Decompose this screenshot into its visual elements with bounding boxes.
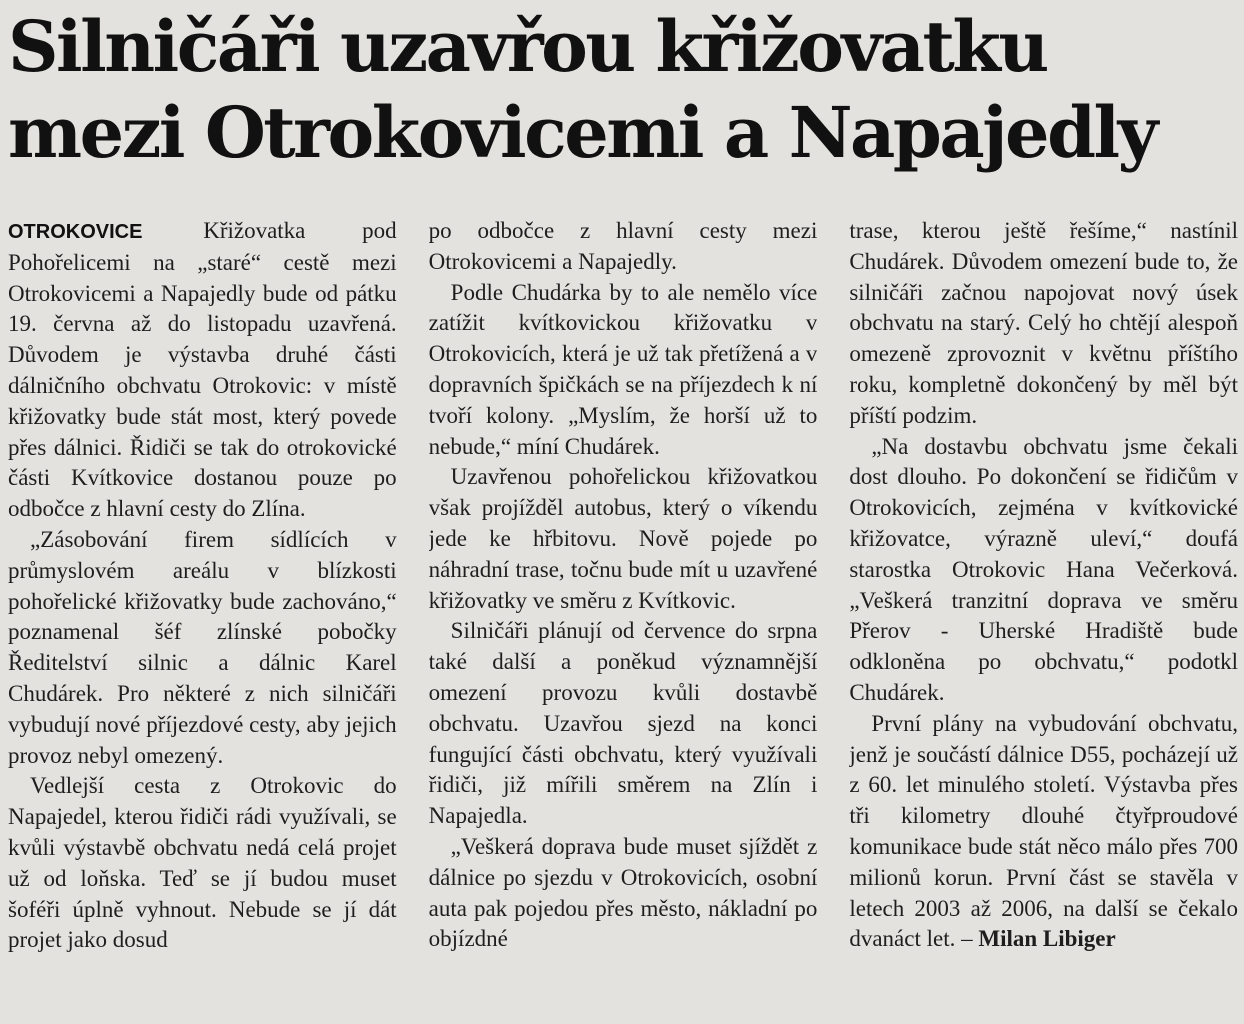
paragraph: Podle Chudárka by to ale nemělo více zatížit kvítkovickou křižovatku v Otrokovicích, která je už tak přetížená a v dopravních špičkách se na příjezdech k ní tvoří kolony. „Myslím, že horší už to nebude,“ míní Chudárek. [428,279,818,459]
paragraph-text: Křižovatka pod Pohořelicemi na „staré“ cestě mezi Otrokovicemi a Napajedly bude od pátku 19. června až do listopadu uzavřená. Důvodem je výstavba druhé části dálničního obchvatu Otrokovic: v místě křižovatky bude stát most, který povede přes dálnici. Řidiči se tak do otrokovické části Kvítkovice dostanou pouze po odbočce z hlavní cesty do Zlína. [8,218,397,522]
headline-line-2: mezi Otrokovicemi a Napajedly [8,91,1156,174]
headline [8,4,1238,176]
paragraph [849,709,1238,955]
paragraph: „Veškerá doprava bude muset sjíždět z dálnice po sjezdu v Otrokovicích, osobní auta pak pojedou přes město, nákladní po objízdné [428,833,818,952]
column-3 [849,216,1238,1024]
paragraph-text: První plány na vybudování obchvatu, jenž je součástí dálnice D55, pocházejí už z 60. let minulého století. Výstavba přes tři kilometry dlouhé čtyřproudové komunikace bude stát něco málo přes 700 milionů korun. První část se stavěla v letech 2003 až 2006, na další se čekalo dvanáct let. – [849,710,1239,952]
headline-line-1: Silničáři uzavřou křižovatku [8,5,1047,88]
article-body [8,216,1238,1024]
paragraph: „Zásobování firem sídlících v průmyslovém areálu v blízkosti pohořelické křižovatky bude zachováno,“ poznamenal šéf zlínské pobočky Ředitelství silnic a dálnic Karel Chudárek. Pro některé z nich silničáři vybudují nové příjezdové cesty, aby jejich provoz nebyl omezený. [8,526,397,768]
paragraph: „Na dostavbu obchvatu jsme čekali dost dlouho. Po dokončení se řidičům v Otrokovicích, zejména v kvítkovické křižovatce, výrazně uleví,“ doufá starostka Otrokovic Hana Večerková. „Veškerá tranzitní doprava ve směru Přerov - Uherské Hradiště bude odkloněna po obchvatu,“ podotkl Chudárek. [849,433,1239,705]
author-byline: Milan Libiger [978,926,1116,952]
column-1 [8,216,397,1024]
column-2 [429,216,818,1024]
dateline: OTROKOVICE [8,221,143,243]
paragraph: Vedlejší cesta z Otrokovic do Napajedel, kterou řidiči rádi využívali, se kvůli výstavbě obchvatu nedá celá projet už od loňska. Teď se jí budou muset šoféři úplně vyhnout. Nebude se jí dát projet jako dosud [8,773,397,953]
paragraph [8,216,397,525]
paragraph: Uzavřenou pohořelickou křižovatkou však projížděl autobus, který o víkendu jede ke hřbitovu. Nově pojede po náhradní trase, točnu bude mít u uzavřené křižovatky ve směru z Kvítkovic. [428,464,818,613]
paragraph: trase, kterou ještě řešíme,“ nastínil Chudárek. Důvodem omezení bude to, že silničáři začnou napojovat nový úsek obchvatu na starý. Celý ho chtějí alespoň omezeně zprovoznit v květnu příštího roku, kompletně dokončený by měl být příští podzim. [849,218,1239,428]
paragraph: Silničáři plánují od července do srpna také další a poněkud významnější omezení provozu kvůli dostavbě obchvatu. Uzavřou sjezd na konci fungující části obchvatu, který využívali řidiči, již mířili směrem na Zlín i Napajedla. [428,618,818,829]
paragraph: po odbočce z hlavní cesty mezi Otrokovicemi a Napajedly. [428,218,818,274]
